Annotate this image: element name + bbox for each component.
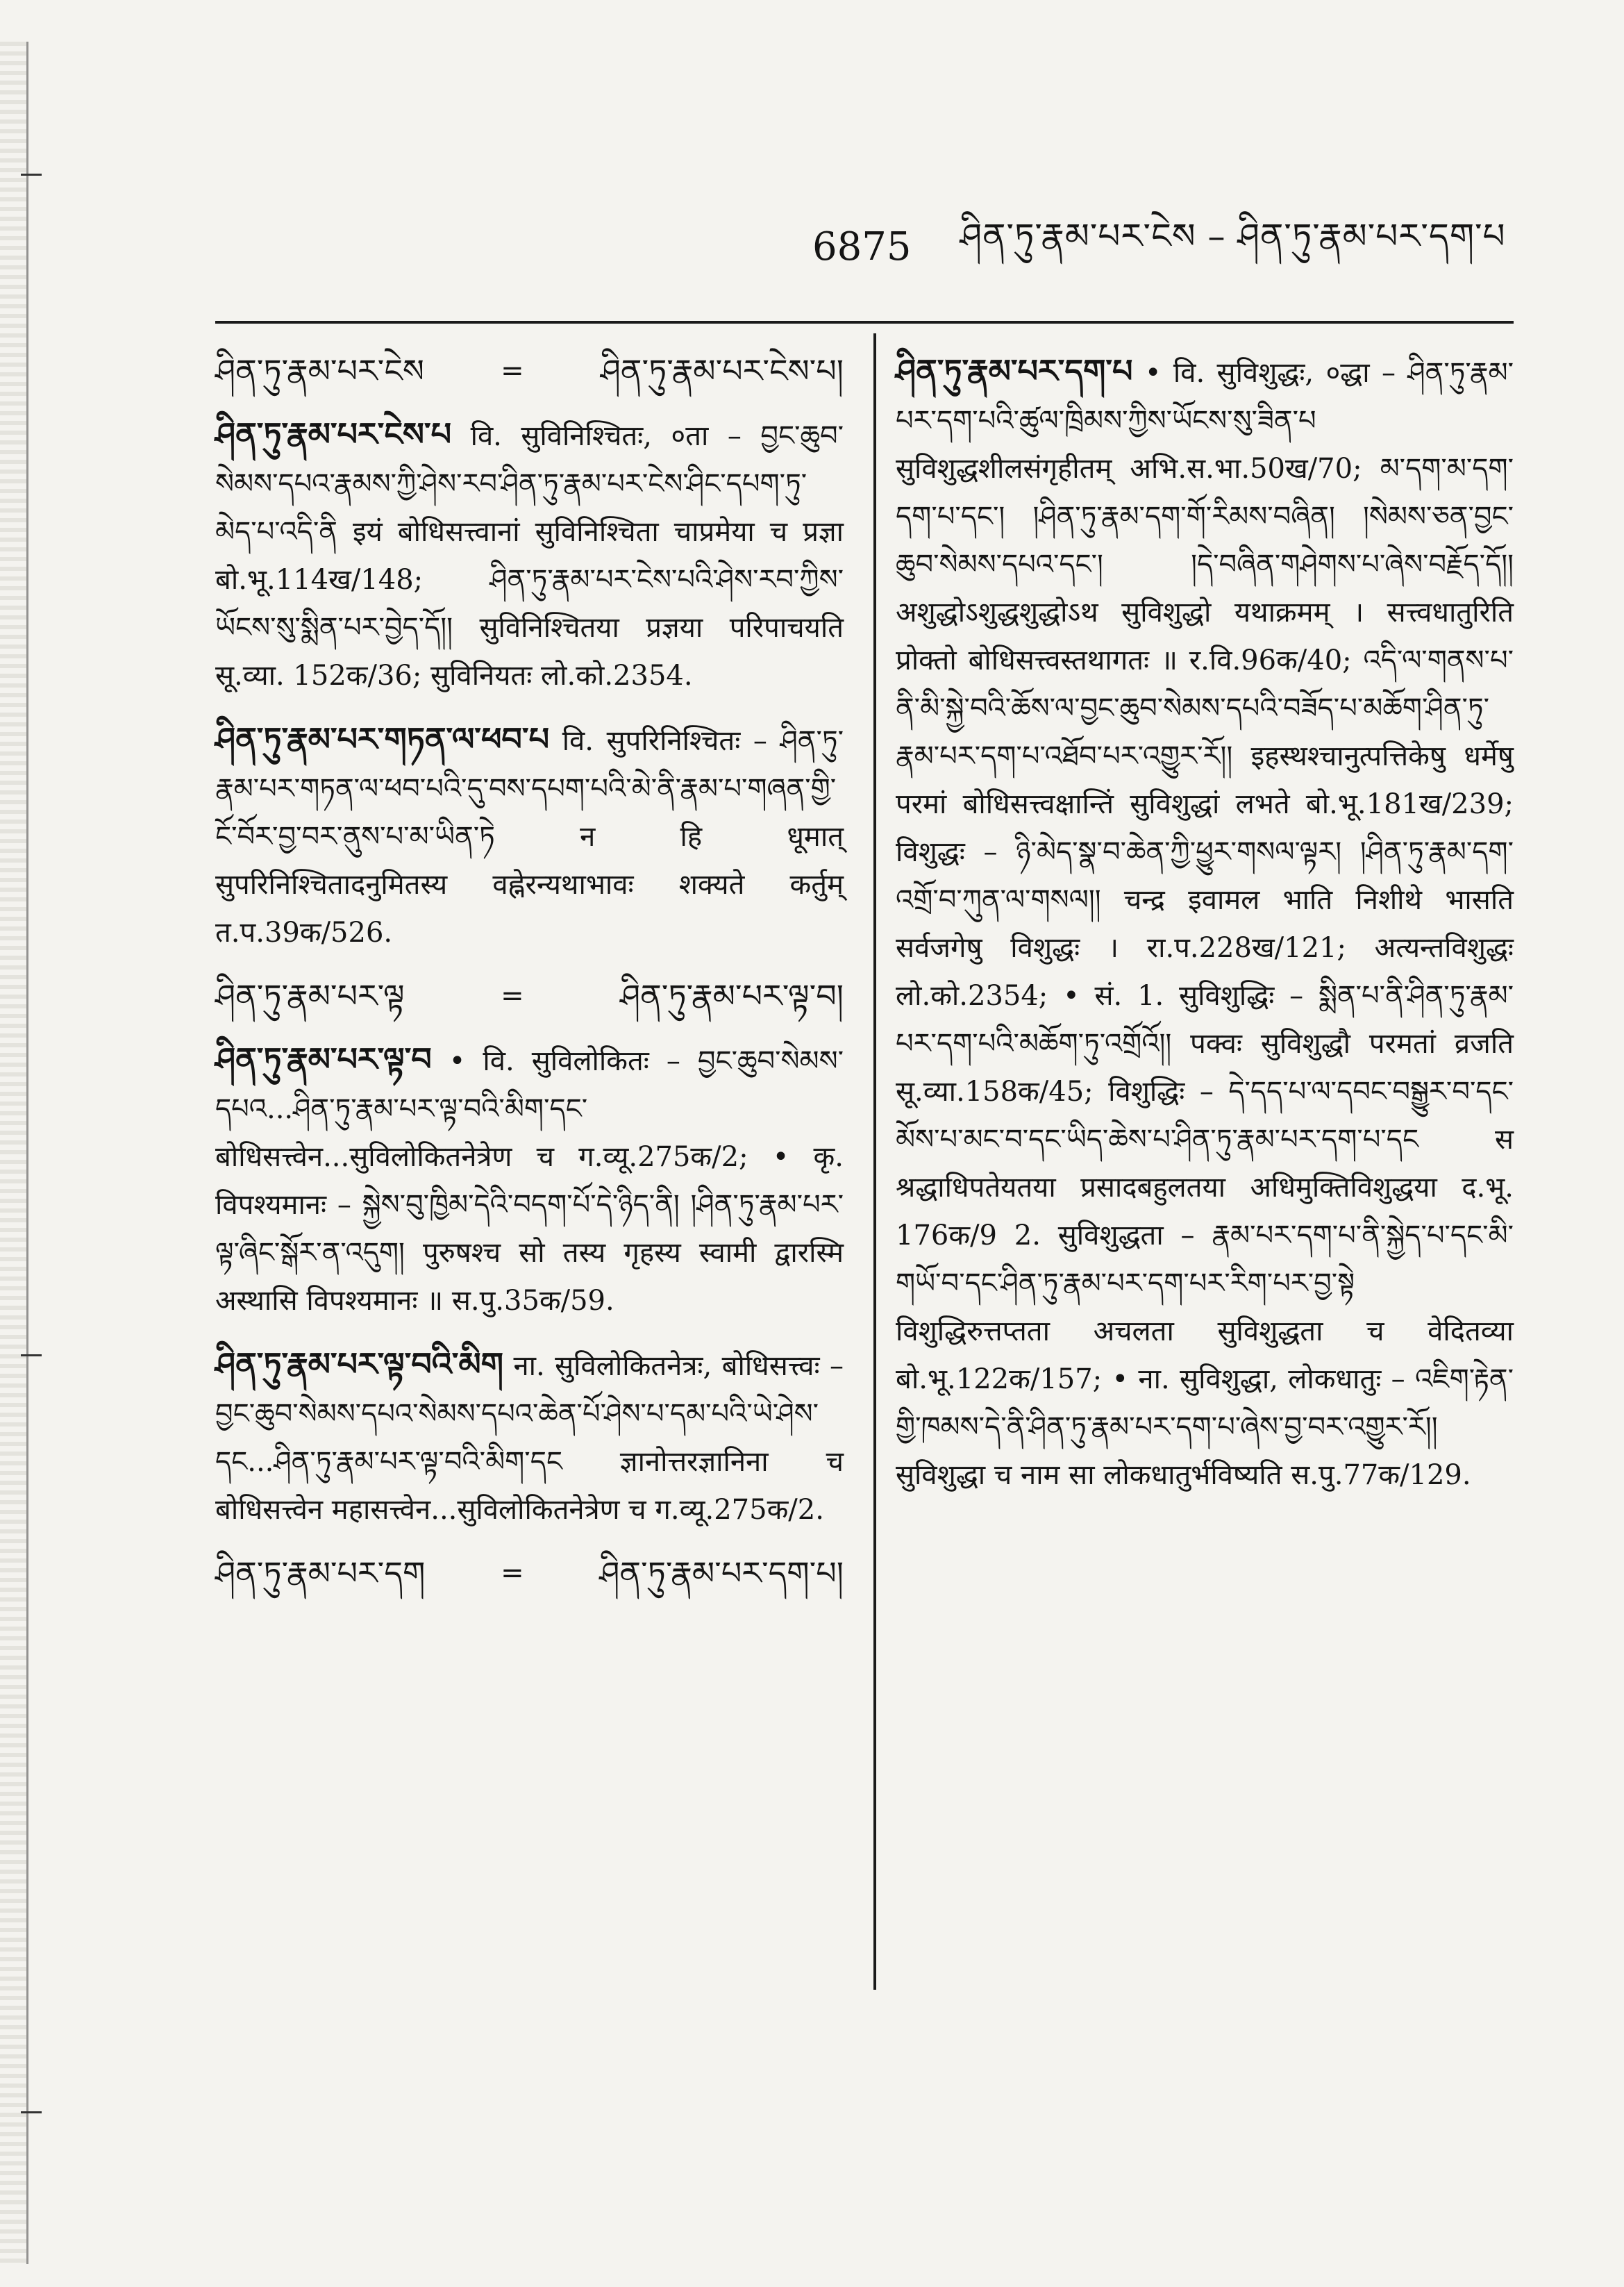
running-head: ཤིན་ཏུ་རྣམ་པར་ངེས – ཤིན་ཏུ་རྣམ་པར་དག་པ xyxy=(960,216,1506,256)
equals-sign: = xyxy=(501,355,524,387)
cross-ref-target: ཤིན་ཏུ་རྣམ་པར་ངེས་པ། xyxy=(600,352,844,390)
page-number: 6875 xyxy=(812,224,912,269)
entry-headword: ཤིན་ཏུ་རྣམ་པར་དག་པ xyxy=(896,352,1133,390)
dictionary-entry xyxy=(896,347,1514,1499)
page-header xyxy=(812,208,1541,285)
dictionary-entry xyxy=(215,1036,844,1325)
cross-reference xyxy=(215,347,844,395)
entry-body: • वि. सुविशुद्धः, ०द्धा – ཤིན་ཏུ་རྣམ་པར་དག་པའི་ཚུལ་ཁྲིམས་ཀྱིས་ཡོངས་སུ་ཟིན་པ सुविशुद्धशीलसंगृहीतम् अभि.स.भा.50ख/70; མ་དག་མ་དག་དག་པ་དང་། །ཤིན་ཏུ་རྣམ་དག་གོ་རིམས་བཞིན། །སེམས་ཅན་བྱང་ཆུབ་སེམས་དཔའ་དང་། །དེ་བཞིན་གཤེགས་པ་ཞེས་བརྗོད་དོ།། अशुद्धोऽशुद्धशुद्धोऽथ सुविशुद्धो यथाक्रमम् । सत्त्वधातुरिति प्रोक्तो बोधिसत्त्वस्तथागतः ॥ र.वि.96क/40; འདི་ལ་གནས་པ་ནི་མི་སྐྱེ་བའི་ཆོས་ལ་བྱང་ཆུབ་སེམས་དཔའི་བཟོད་པ་མཆོག་ཤིན་ཏུ་རྣམ་པར་དག་པ་འཐོབ་པར་འགྱུར་རོ།། इहस्थश्चानुत्पत्तिकेषु धर्मेषु परमां बोधिसत्त्वक्षान्तिं सुविशुद्धां लभते बो.भू.181ख/239; विशुद्धः – ཉི་མེད་སྣ་བ་ཆེན་ཀྱི་ཕྱུར་གསལ་ལྟར། །ཤིན་ཏུ་རྣམ་དག་འགྲོ་བ་ཀུན་ལ་གསལ།། चन्द्र इवामल भाति निशीथे भासति सर्वजगेषु विशुद्धः । रा.प.228ख/121; अत्यन्तविशुद्धः लो.को.2354; • सं. 1. सुविशुद्धिः – སྨིན་པ་ནི་ཤིན་ཏུ་རྣམ་པར་དག་པའི་མཆོག་ཏུ་འགྲོའོ།། पक्वः सुविशुद्धौ परमतां व्रजति सू.व्या.158क/45; विशुद्धिः – དེ་དད་པ་ལ་དབང་བསྒྱུར་བ་དང་མོས་པ་མང་བ་དང་ཡིད་ཆེས་པ་ཤིན་ཏུ་རྣམ་པར་དག་པ་དང स श्रद्धाधिपतेयतया प्रसादबहुलतया अधिमुक्तिविशुद्धया द.भू. 176क/9 2. सुविशुद्धता – རྣམ་པར་དག་པ་ནི་སྐྱེད་པ་དང་མི་གཡོ་བ་དང་ཤིན་ཏུ་རྣམ་པར་དག་པར་རིག་པར་བྱ་སྟེ विशुद्धिरुत्तप्तता अचलता सुविशुद्धता च वेदितव्या बो.भू.122क/157; • ना. सुविशुद्धा, लोकधातुः – འཇིག་རྟེན་གྱི་ཁམས་དེ་ནི་ཤིན་ཏུ་རྣམ་པར་དག་པ་ཞེས་བྱ་བར་འགྱུར་རོ།། सुविशुद्धा च नाम सा लोकधातुर्भविष्यति स.पु.77क/129. xyxy=(896,357,1514,1491)
equals-sign: = xyxy=(501,1557,524,1589)
cross-ref-term: ཤིན་ཏུ་རྣམ་པར་དག xyxy=(215,1554,426,1592)
entry-headword: ཤིན་ཏུ་རྣམ་པར་ངེས་པ xyxy=(215,415,452,453)
column-divider xyxy=(873,333,876,1990)
cross-reference xyxy=(215,972,844,1020)
dictionary-entry xyxy=(215,410,844,700)
entry-body: वि. सुविनिश्चितः, ०ता – བྱང་ཆུབ་སེམས་དཔའ་རྣམས་ཀྱི་ཤེས་རབ་ཤིན་ཏུ་རྣམ་པར་ངེས་ཤིང་དཔག་ཏུ་མེད་པ་འདི་ནི इयं बोधिसत्त्वानां सुविनिश्चिता चाप्रमेया च प्रज्ञा बो.भू.114ख/148; ཤིན་ཏུ་རྣམ་པར་ངེས་པའི་ཤེས་རབ་ཀྱིས་ཡོངས་སུ་སྨིན་པར་བྱེད་དོ།། सुविनिश्चितया प्रज्ञया परिपाचयति सू.व्या. 152क/36; सुविनियतः लो.को.2354. xyxy=(215,420,844,692)
entry-body: ना. सुविलोकितनेत्रः, बोधिसत्त्वः – བྱང་ཆུབ་སེམས་དཔའ་སེམས་དཔའ་ཆེན་པོ་ཤེས་པ་དམ་པའི་ཡེ་ཤེས་དང...ཤིན་ཏུ་རྣམ་པར་ལྟ་བའི་མིག་དང ज्ञानोत्तरज्ञानिना च बोधिसत्त्वेन महासत्त्वेन...सुविलोकितनेत्रेण च ग.व्यू.275क/2. xyxy=(215,1350,844,1526)
entry-body: वि. सुपरिनिश्चितः – ཤིན་ཏུ་རྣམ་པར་གཏན་ལ་ཕབ་པའི་དུ་བས་དཔག་པའི་མེ་ནི་རྣམ་པ་གཞན་གྱི་ངོ་བོར་བྱ་བར་ནུས་པ་མ་ཡིན་ཏེ न हि धूमात् सुपरिनिश्चितादनुमितस्य वह्नेरन्यथाभावः शक्यते कर्तुम् त.प.39क/526. xyxy=(215,725,844,949)
header-rule xyxy=(215,321,1514,324)
dictionary-entry xyxy=(215,715,844,957)
cross-ref-target: ཤིན་ཏུ་རྣམ་པར་དག་པ། xyxy=(599,1554,844,1592)
edge-tick xyxy=(21,2111,42,2113)
dictionary-entry xyxy=(215,1340,844,1534)
left-column xyxy=(215,347,844,1613)
entry-headword: ཤིན་ཏུ་རྣམ་པར་ལྟ་བའི་མིག xyxy=(215,1345,504,1383)
equals-sign: = xyxy=(501,980,524,1012)
cross-ref-target: ཤིན་ཏུ་རྣམ་པར་ལྟ་བ། xyxy=(620,977,844,1015)
right-column xyxy=(896,347,1514,1515)
cross-reference xyxy=(215,1549,844,1597)
entry-headword: ཤིན་ཏུ་རྣམ་པར་གཏན་ལ་ཕབ་པ xyxy=(215,720,550,758)
edge-tick xyxy=(21,174,42,176)
cross-ref-term: ཤིན་ཏུ་རྣམ་པར་ལྟ xyxy=(215,977,405,1015)
edge-tick xyxy=(21,1354,42,1356)
entry-headword: ཤིན་ཏུ་རྣམ་པར་ལྟ་བ xyxy=(215,1040,432,1078)
entry-body: • वि. सुविलोकितः – བྱང་ཆུབ་སེམས་དཔའ...ཤིན་ཏུ་རྣམ་པར་ལྟ་བའི་མིག་དང་ बोधिसत्त्वेन...सुविलोकितनेत्रेण च ग.व्यू.275क/2; • कृ. विपश्यमानः – སྐྱེས་བུ་ཁྱིམ་དེའི་བདག་པོ་དེ་ཉིད་ནི། །ཤིན་ཏུ་རྣམ་པར་ལྟ་ཞིང་སྒོར་ན་འདུག། पुरुषश्च सो तस्य गृहस्य स्वामी द्वारस्मि अस्थासि विपश्यमानः ॥ स.पु.35क/59. xyxy=(215,1045,844,1317)
cross-ref-term: ཤིན་ཏུ་རྣམ་པར་ངེས xyxy=(215,352,424,390)
scan-edge xyxy=(0,42,28,2264)
